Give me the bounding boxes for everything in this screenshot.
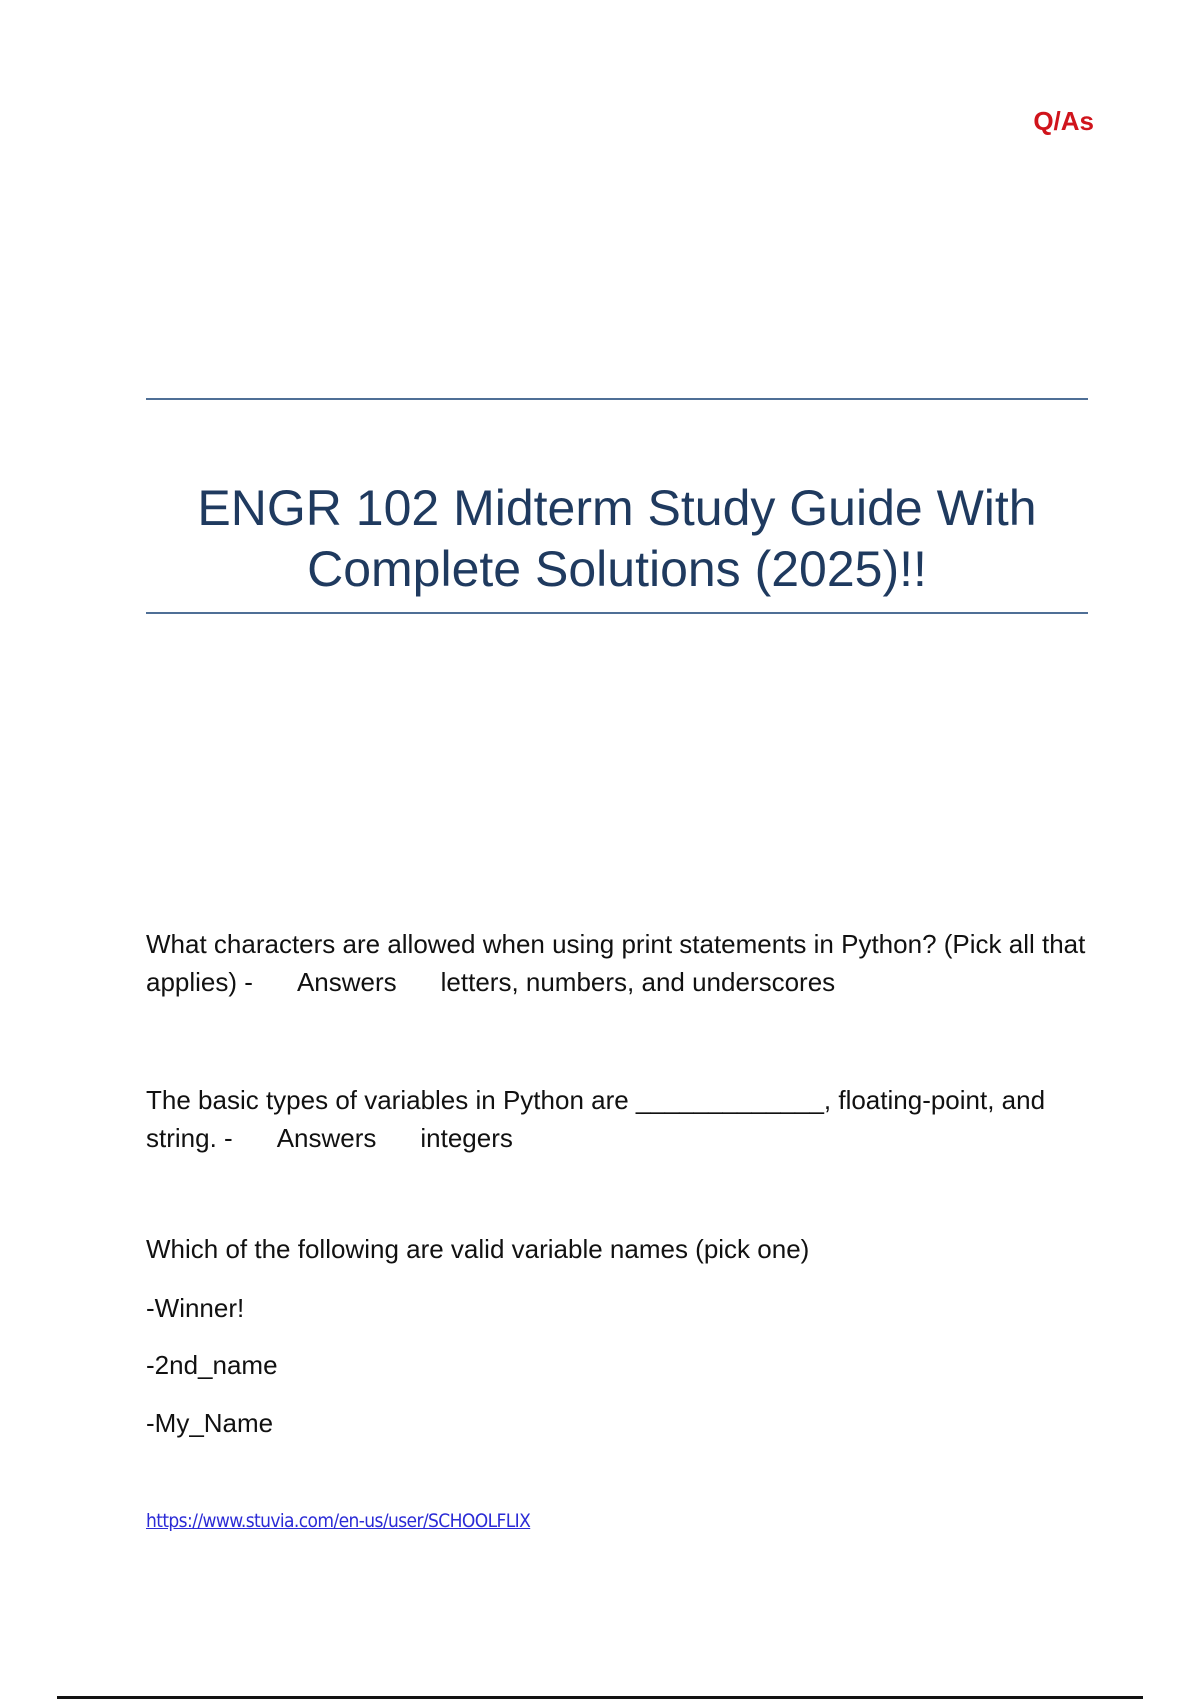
option-item: -2nd_name bbox=[146, 1350, 278, 1380]
question-2 bbox=[146, 1081, 1096, 1157]
stuvia-link[interactable]: https://www.stuvia.com/en-us/user/SCHOOLFLIX bbox=[146, 1510, 531, 1532]
answer-text: letters, numbers, and underscores bbox=[440, 967, 836, 997]
question-text: The basic types of variables in Python are _____________, floating-point, and string. - bbox=[146, 1085, 1046, 1153]
answer-label: Answers bbox=[276, 1123, 377, 1153]
qas-label: Q/As bbox=[1033, 106, 1094, 136]
answer-text: integers bbox=[420, 1123, 513, 1153]
title-top-rule bbox=[146, 398, 1088, 400]
answer-label: Answers bbox=[296, 967, 397, 997]
question-text: What characters are allowed when using print statements in Python? (Pick all that applies) - bbox=[146, 929, 1086, 997]
title-bottom-rule bbox=[146, 612, 1088, 614]
footer-rule bbox=[57, 1696, 1143, 1699]
question-1 bbox=[146, 925, 1096, 1001]
document-title: ENGR 102 Midterm Study Guide With Complete Solutions (2025)!! bbox=[197, 480, 1037, 597]
question-3-text: Which of the following are valid variable names (pick one) bbox=[146, 1234, 810, 1264]
option-item: -Winner! bbox=[146, 1293, 245, 1323]
option-item: -My_Name bbox=[146, 1408, 274, 1438]
